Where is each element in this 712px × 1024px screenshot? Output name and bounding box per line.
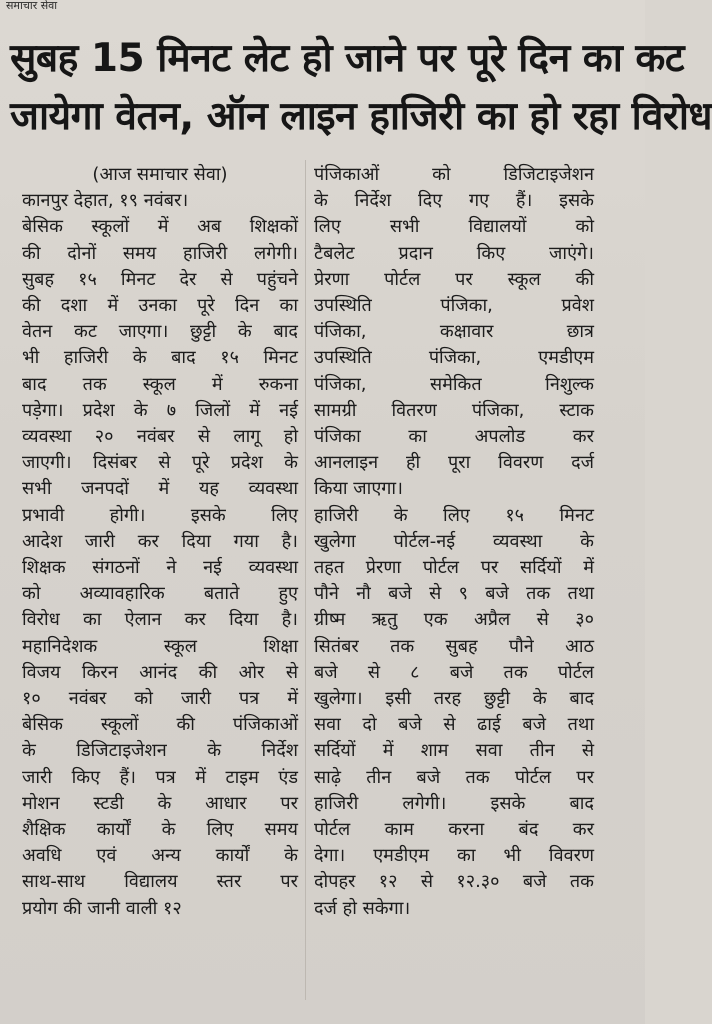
article-line: उपस्थिति पंजिका, एमडीएम [314,347,594,369]
article-line: आदेश जारी कर दिया गया है। [22,530,298,552]
column-divider [305,160,306,1000]
article-line: टैबलेट प्रदान किए जाएंगे। [314,242,594,264]
article-line: सुबह १५ मिनट देर से पहुंचने [22,268,298,290]
article-line: बाद तक स्कूल में रुकना [22,373,298,395]
article-line: के डिजिटाइजेशन के निर्देश [22,740,298,762]
article-line: देगा। एमडीएम का भी विवरण [314,845,594,867]
article-line: दोपहर १२ से १२.३० बजे तक [314,871,594,893]
right-column [314,162,594,922]
article-line: जाएगी। दिसंबर से पूरे प्रदेश के [22,452,298,474]
article-line: पंजिका का अपलोड कर [314,426,594,448]
article-line: खुलेगा। इसी तरह छुट्टी के बाद [314,688,594,710]
article-line: सभी जनपदों में यह व्यवस्था [22,478,298,500]
article-line: बेसिक स्कूलों में अब शिक्षकों [22,216,298,238]
article-line: प्रयोग की जानी वाली १२ [22,897,182,919]
headline [10,30,712,146]
article-line: हाजिरी लगेगी। इसके बाद [314,792,594,814]
article-line: ग्रीष्म ऋतु एक अप्रैल से ३० [314,609,594,631]
article-line: वेतन कट जाएगा। छुट्टी के बाद [22,321,298,343]
article-line: तहत प्रेरणा पोर्टल पर सर्दियों में [314,557,594,579]
article-line: दर्ज हो सकेगा। [314,897,411,919]
article-line: हाजिरी के लिए १५ मिनट [314,504,594,526]
article-line: प्रभावी होगी। इसके लिए [22,504,298,526]
article-line: प्रेरणा पोर्टल पर स्कूल की [314,268,594,290]
article-line: सवा दो बजे से ढाई बजे तथा [314,714,594,736]
article-line: उपस्थिति पंजिका, प्रवेश [314,295,594,317]
article-line: पोर्टल काम करना बंद कर [314,819,594,841]
headline-line: सुबह 15 मिनट लेट हो जाने पर पूरे दिन का कट [10,36,685,81]
article-line: शैक्षिक कार्यों के लिए समय [22,819,298,841]
article-line: महानिदेशक स्कूल शिक्षा [22,635,298,657]
left-column [22,162,298,922]
article-line: बजे से ८ बजे तक पोर्टल [314,661,594,683]
article-line: की दशा में उनका पूरे दिन का [22,295,298,317]
article-line: को अव्यावहारिक बताते हुए [22,583,298,605]
article-line: १० नवंबर को जारी पत्र में [22,688,298,710]
article-line: पंजिका, समेकित निशुल्क [314,373,594,395]
article-line: (आज समाचार सेवा) [92,164,228,185]
article-line: सामग्री वितरण पंजिका, स्टाक [314,399,594,421]
article-line: व्यवस्था २० नवंबर से लागू हो [22,426,298,448]
article-line: कानपुर देहात, १९ नवंबर। [22,190,189,212]
article-line: सितंबर तक सुबह पौने आठ [314,635,594,657]
article-line: पंजिका, कक्षावार छात्र [314,321,594,343]
article-line: भी हाजिरी के बाद १५ मिनट [22,347,298,369]
article-line: की दोनों समय हाजिरी लगेगी। [22,242,298,264]
article-line: पड़ेगा। प्रदेश के ७ जिलों में नई [22,399,298,421]
article-line: लिए सभी विद्यालयों को [314,216,594,238]
article-line: विरोध का ऐलान कर दिया है। [22,609,298,631]
article-line: साथ-साथ विद्यालय स्तर पर [22,871,298,893]
article-line: साढ़े तीन बजे तक पोर्टल पर [314,766,594,788]
article-line: जारी किए हैं। पत्र में टाइम एंड [22,766,298,788]
article-line: पंजिकाओं को डिजिटाइजेशन [314,164,594,185]
article-line: विजय किरन आनंद की ओर से [22,661,298,683]
article-line: शिक्षक संगठनों ने नई व्यवस्था [22,557,298,579]
article-line: सर्दियों में शाम सवा तीन से [314,740,594,762]
article-line: के निर्देश दिए गए हैं। इसके [314,190,594,212]
article-line: पौने नौ बजे से ९ बजे तक तथा [314,583,594,605]
article-line: खुलेगा पोर्टल-नई व्यवस्था के [314,530,594,552]
article-line: बेसिक स्कूलों की पंजिकाओं [22,714,298,736]
headline-line: जायेगा वेतन, ऑन लाइन हाजिरी का हो रहा विरोध [10,94,712,139]
top-strip-text: समाचार सेवा [6,0,58,12]
article-line: मोशन स्टडी के आधार पर [22,792,298,814]
article-line: किया जाएगा। [314,478,403,500]
article-line: अवधि एवं अन्य कार्यों के [22,845,298,867]
article-line: आनलाइन ही पूरा विवरण दर्ज [314,452,594,474]
